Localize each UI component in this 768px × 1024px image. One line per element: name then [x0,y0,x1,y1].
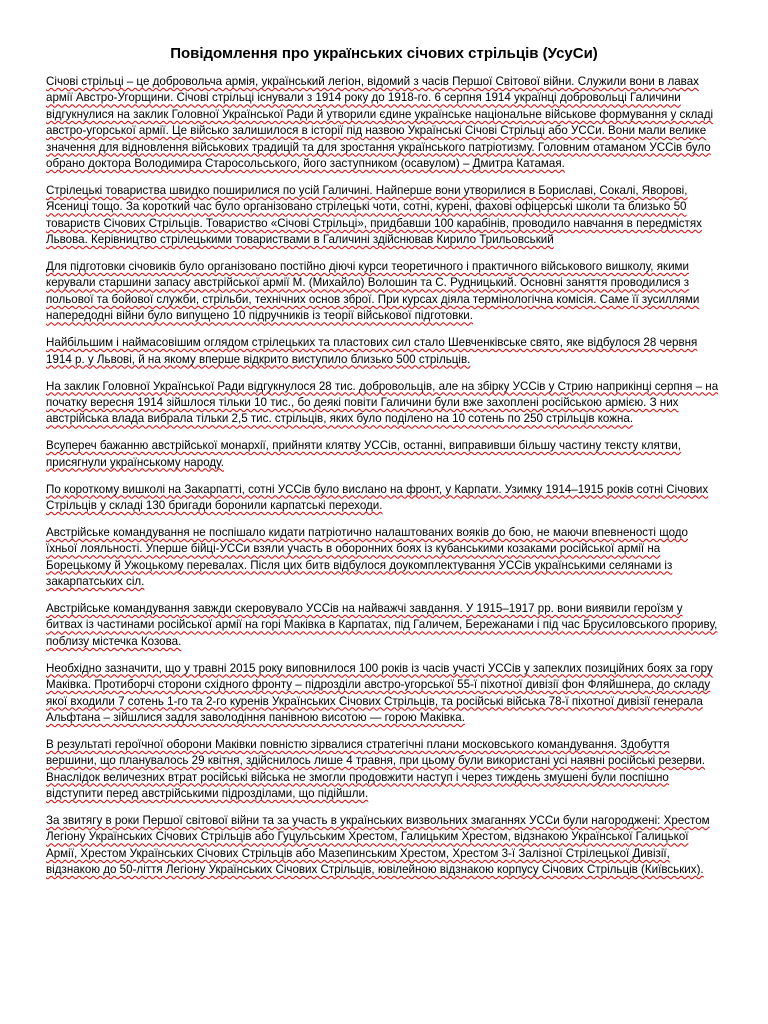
paragraph-makivka-result: В результаті героїчної оборони Маківки повністю зірвалися стратегічні плани московського командування. Здобуття вершини, що планувалось 29 квітня, здійснилось лише 4 травня, при цьому були використані усі наявні російські резерви. Внаслідок величезних втрат російські війська не змогли продовжити наступ і через тиждень змушені були поспішно відступити перед австрійськими підрозділами, що підійшли. [46,737,706,801]
paragraph-awards: За звитягу в роки Першої світової війни та за участь в українських визвольних змаганнях УССи були нагороджені: Хрестом Легіону Українських Січових Стрільців або Гуцульським Хрестом, Галицьким Хрестом, відзнакою Української Галицької Армії, Хрестом Українських Січових Стрільців або Мазепинським Хрестом, Хрестом 3-ї Залізної Стрілецької Дивізії, відзнакою до 50-ліття Легіону Українських Січових Стрільців, ювілейною відзнакою корпусу Січових Стрільців (Київських). [46,813,710,877]
paragraph-intro: Січові стрільці – це добровольча армія, український легіон, відомий з часів Першої Світової війни. Служили вони в лавах армії Австро-Угорщини. Січові стрільці існували з 1914 року до 1918-го. 6 серпня 1914 українці добровольці Галичини відгукнулися на заклик Головної Української Ради й утворили єдине українське національне військове формування у складі австро-угорської армії. Це військо залишилося в історії під назвою Українські Січові Стрільці або УССи. Вони мали велике значення для відновлення військових традицій та для зростання українського патріотизму. Головним отаманом УССів було обрано доктора Володимира Старосольського, його заступником (осавулом) – Дмитра Катамая. [46,75,714,171]
paragraph-training-courses: Для підготовки січовиків було організовано постійно діючі курси теоретичного і практичного військового вишколу, якими керували старшини запасу австрійської армії М. (Михайло) Волошин та С. Рудницький. Основні заняття проводилися з польової та бойової служби, стрільби, технічних основ зброї. При курсах діяла термінологічна комісія. Саме її зусиллями напередодні війни було випущено 10 підручників із теорії військової підготовки. [46,260,700,323]
paragraph-first-battles: Австрійське командування не поспішало кидати патріотично налаштованих вояків до бою, не маючи впевненості щодо їхньої лояльності. Уперше бійці-УССи взяли участь в оборонних боях із кубанськими козаками російської армії на Борецькому й Ужоцькому перевалах. Після цих битв відбулося доукомплектування УССів українськими селянами із закарпатських сіл. [46,525,689,589]
document-body [46,74,722,889]
document-title: Повідомлення про українських січових стрільців (УсуСи) [170,45,598,62]
paragraph-oath: Всупереч бажанню австрійської монархії, прийняти клятву УССів, останні, виправивши більшу частину тексту клятви, присягнули українському народу. [46,439,681,469]
paragraph-mobilization: На заклик Головної Української Ради відгукнулося 28 тис. добровольців, але на збірку УССів у Стрию наприкінці серпня – на початку вересня 1914 зійшлося тільки 10 тис., бо деякі повіти Галичини були вже захоплені російською армією. З них австрійська влада вибрала тільки 2,5 тис. стрільців, яких було поділено на 10 сотень по 250 стрільців кожна. [46,379,719,426]
paragraph-carpathian-front: По короткому вишколі на Закарпатті, сотні УССів було вислано на фронт, у Карпати. Узимку 1914–1915 років сотні Січових Стрільців у складі 130 бригади боронили карпатські переходи. [46,482,709,512]
paragraph-hardest-tasks: Австрійське командування завжди скеровувало УССів на найважчі завдання. У 1915–1917 рр. вони виявили героїзм у битвах із частинами російської армії на горі Маківка в Карпатах, під Галичем, Бережанами і під час Брусиловського прориву, поблизу містечка Козова. [46,601,718,648]
paragraph-rifle-societies: Стрілецькі товариства швидко поширилися по усій Галичині. Найперше вони утворилися в Бориславі, Сокалі, Яворові, Ясениці тощо. За короткий час було організовано стрілецькі чоти, сотні, курені, фахові офіцерські школи та близько 50 товариств Січових Стрільців. Товариство «Січові Стрільці», придбавши 100 карабінів, проводило навчання в передмістях Львова. Керівництво стрілецькими товариствами в Галичині здійснював Кирило Трильовський [46,183,702,247]
paragraph-makivka-anniversary: Необхідно зазначити, що у травні 2015 року виповнилося 100 років із часів участі УССів у запеклих позиційних боях за гору Маківка. Протиборчі сторони східного фронту – підрозділи австро-угорської 55-ї піхотної дивізії фон Фляйшнера, до складу якої входили 7 сотень 1-го та 2-го куренів Українських Січових Стрільців, та російські війська 78-ї піхотної дивізії генерала Альфтана – зійшлися задля заволодіння панівною висотою — горою Маківка. [46,661,713,724]
paragraph-shevchenko-festival: Найбільшим і наймасовішим оглядом стрілецьких та пластових сил стало Шевченківське свято, яке відбулося 28 червня 1914 р. у Львові, й на якому вперше відкрито виступило близько 500 стрільців. [46,336,698,366]
